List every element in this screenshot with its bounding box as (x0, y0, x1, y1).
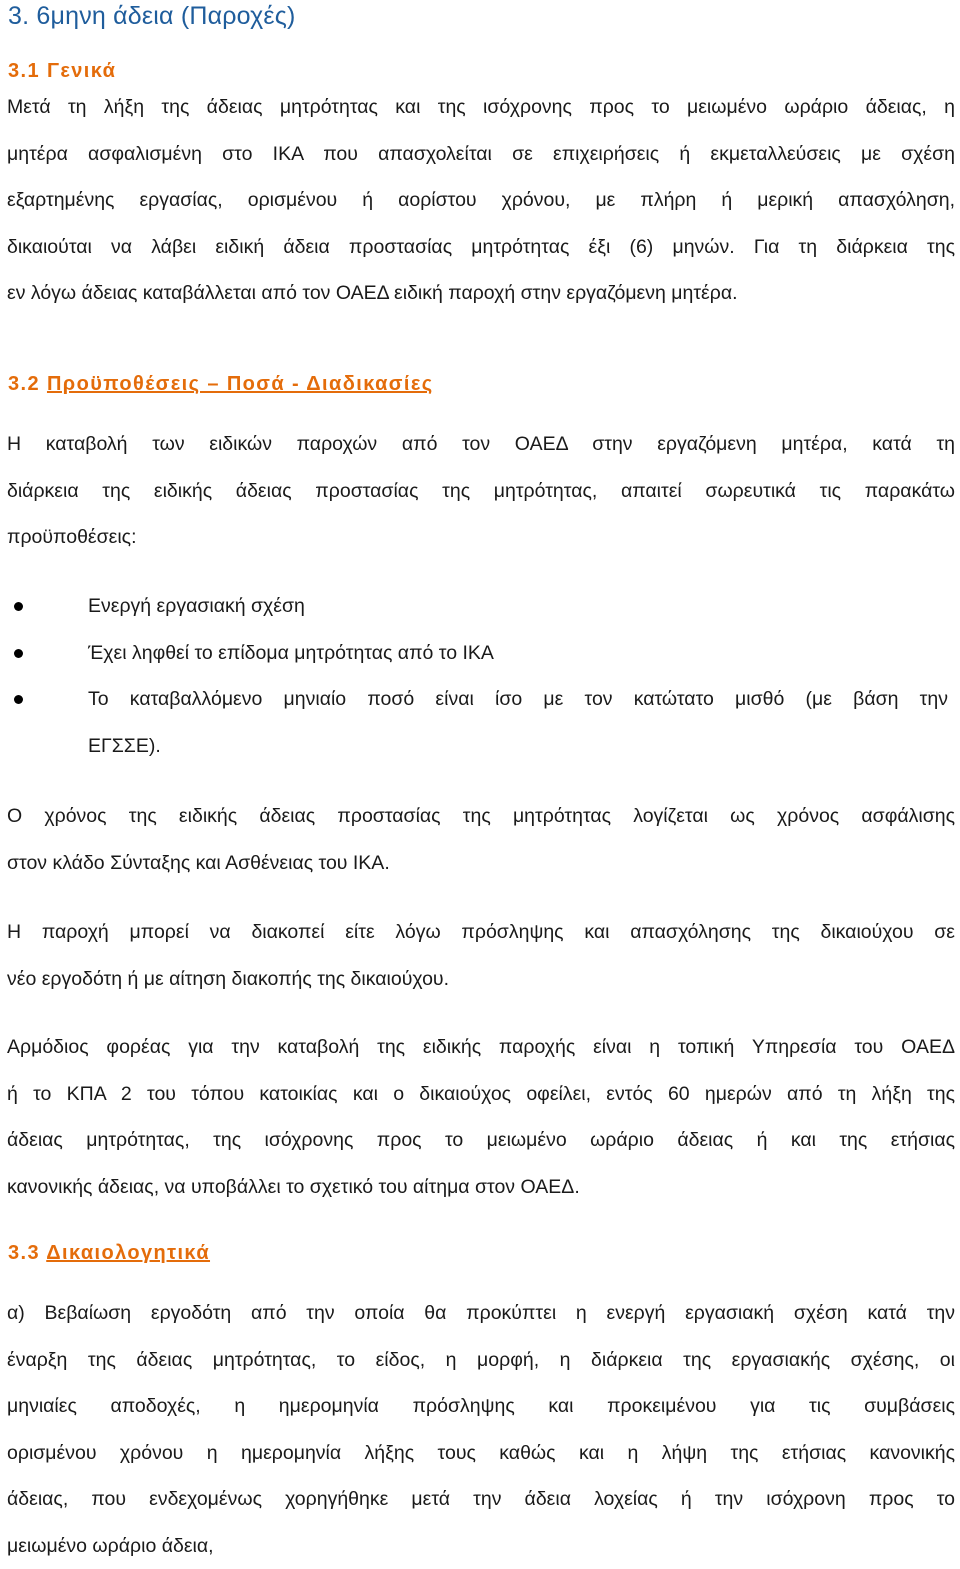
text-line: Η παροχή μπορεί να διακοπεί είτε λόγω πρόσληψης και απασχόλησης της δικαιούχου σε (7, 909, 955, 956)
authority-paragraph (7, 1024, 955, 1210)
section-3-paragraph (7, 1290, 955, 1569)
text-line: κανονικής άδειας, να υποβάλλει το σχετικό του αίτημα στον ΟΑΕΔ. (7, 1164, 955, 1211)
list-item (0, 583, 948, 630)
text-line: α) Βεβαίωση εργοδότη από την οποία θα προκύπτει η ενεργή εργασιακή σχέση κατά την (7, 1290, 955, 1337)
list-item-text: Το καταβαλλόμενο μηνιαίο ποσό είναι ίσο με τον κατώτατο μισθό (με βάση την (88, 676, 948, 723)
text-line: Η καταβολή των ειδικών παροχών από τον ΟΑΕΔ στην εργαζόμενη μητέρα, κατά τη (7, 421, 955, 468)
text-line: μειωμένο ωράριο άδεια, (7, 1523, 955, 1569)
text-line: διάρκεια της ειδικής άδειας προστασίας της μητρότητας, απαιτεί σωρευτικά τις παρακάτω (7, 468, 955, 515)
text-line: έναρξη της άδειας μητρότητας, το είδος, η μορφή, η διάρκεια της εργασιακής σχέσης, οι (7, 1337, 955, 1384)
section-3-title (8, 1242, 210, 1265)
section-2-title (8, 373, 434, 396)
text-line: προϋποθέσεις: (7, 514, 955, 561)
bullet-icon (14, 602, 23, 611)
list-item (0, 630, 948, 677)
interruption-paragraph (7, 909, 955, 1002)
text-line: στον κλάδο Σύνταξης και Ασθένειας του ΙΚΑ. (7, 840, 955, 887)
text-line: ή το ΚΠΑ 2 του τόπου κατοικίας και ο δικαιούχος οφείλει, εντός 60 ημερών από τη λήξη της (7, 1071, 955, 1118)
text-line: εξαρτημένης εργασίας, ορισμένου ή αορίστου χρόνου, με πλήρη ή μερική απασχόληση, (7, 177, 955, 224)
text-line: νέο εργοδότη ή με αίτηση διακοπής της δικαιούχου. (7, 956, 955, 1003)
section-1-paragraph (7, 84, 955, 317)
text-line: Αρμόδιος φορέας για την καταβολή της ειδικής παροχής είναι η τοπική Υπηρεσία του ΟΑΕΔ (7, 1024, 955, 1071)
text-line: μηνιαίες αποδοχές, η ημερομηνία πρόσληψης και προκειμένου για τις συμβάσεις (7, 1383, 955, 1430)
bullet-icon (14, 695, 23, 704)
requirements-list (0, 583, 960, 769)
list-item (0, 676, 948, 769)
text-line: εν λόγω άδειας καταβάλλεται από τον ΟΑΕΔ ειδική παροχή στην εργαζόμενη μητέρα. (7, 270, 955, 317)
text-line: ορισμένου χρόνου η ημερομηνία λήξης τους καθώς και η λήψη της ετήσιας κανονικής (7, 1430, 955, 1477)
list-item-text: Ενεργή εργασιακή σχέση (88, 583, 948, 630)
section-3-number: 3.3 (8, 1242, 46, 1264)
main-heading: 3. 6μηνη άδεια (Παροχές) (8, 2, 296, 31)
insurance-paragraph (7, 793, 955, 886)
section-2-number: 3.2 (8, 373, 47, 395)
text-line: Μετά τη λήξη της άδειας μητρότητας και της ισόχρονης προς το μειωμένο ωράριο άδειας, η (7, 84, 955, 131)
text-line: μητέρα ασφαλισμένη στο ΙΚΑ που απασχολείται σε επιχειρήσεις ή εκμεταλλεύσεις με σχέση (7, 131, 955, 178)
list-item-text: ΕΓΣΣΕ). (88, 723, 948, 770)
text-line: Ο χρόνος της ειδικής άδειας προστασίας της μητρότητας λογίζεται ως χρόνος ασφάλισης (7, 793, 955, 840)
section-1-title: 3.1 Γενικά (8, 60, 116, 83)
list-item-text: Έχει ληφθεί το επίδομα μητρότητας από το ΙΚΑ (88, 630, 948, 677)
text-line: δικαιούται να λάβει ειδική άδεια προστασίας μητρότητας έξι (6) μηνών. Για τη διάρκεια της (7, 224, 955, 271)
text-line: άδειας μητρότητας, της ισόχρονης προς το μειωμένο ωράριο άδειας ή και της ετήσιας (7, 1117, 955, 1164)
text-line: άδειας, που ενδεχομένως χορηγήθηκε μετά την άδεια λοχείας ή την ισόχρονη προς το (7, 1476, 955, 1523)
bullet-icon (14, 649, 23, 658)
section-3-title-text: Δικαιολογητικά (46, 1242, 210, 1264)
section-2-intro (7, 421, 955, 561)
section-2-title-text: Προϋποθέσεις – Ποσά - Διαδικασίες (47, 373, 434, 395)
